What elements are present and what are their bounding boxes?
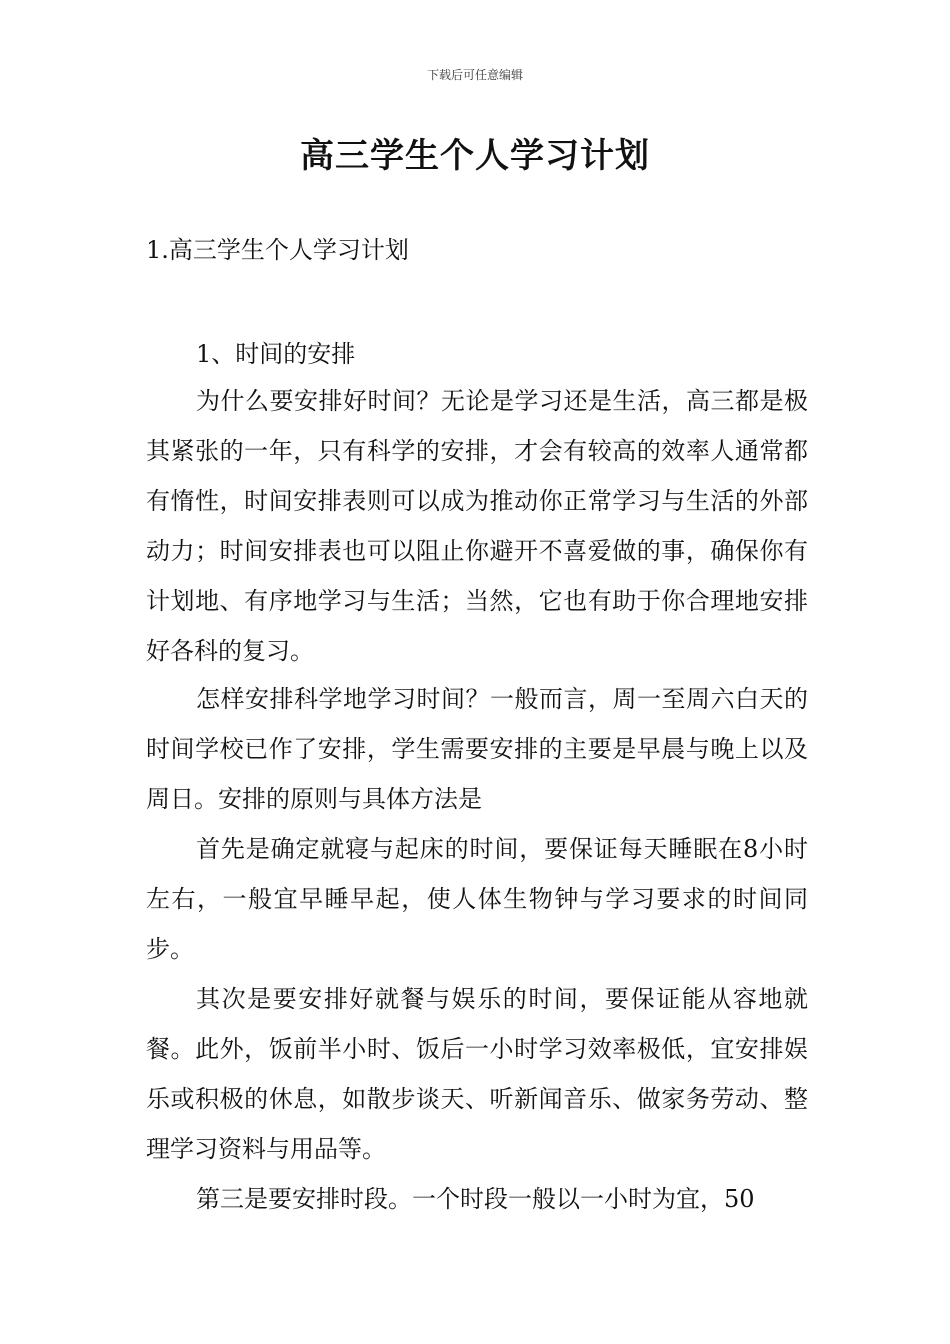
section-heading: 1.高三学生个人学习计划 (146, 236, 409, 264)
header-note: 下载后可任意编辑 (426, 68, 523, 82)
subsection-heading: 1、时间的安排 (196, 340, 356, 368)
paragraph-time-blocks: 第三是要安排时段。一个时段一般以一小时为宜，50 (196, 1185, 755, 1213)
paragraph-sleep-schedule: 首先是确定就寝与起床的时间，要保证每天睡眠在8小时左右，一般宜早睡早起，使人体生物钟与学习要求的时间同步。 (146, 835, 808, 963)
paragraph-meals-leisure: 其次是要安排好就餐与娱乐的时间，要保证能从容地就餐。此外，饭前半小时、饭后一小时学习效率极低，宜安排娱乐或积极的休息，如散步谈天、听新闻音乐、做家务劳动、整理学习资料与用品等。 (146, 985, 808, 1163)
paragraph-how-to-schedule: 怎样安排科学地学习时间？一般而言，周一至周六白天的时间学校已作了安排，学生需要安排的主要是早晨与晚上以及周日。安排的原则与具体方法是 (146, 685, 808, 813)
paragraph-time-importance: 为什么要安排好时间？无论是学习还是生活，高三都是极其紧张的一年，只有科学的安排，才会有较高的效率人通常都有惰性，时间安排表则可以成为推动你正常学习与生活的外部动力；时间安排表也可以阻止你避开不喜爱做的事，确保你有计划地、有序地学习与生活；当然，它也有助于你合理地安排好各科的复习。 (146, 387, 808, 665)
document-title: 高三学生个人学习计划 (300, 136, 650, 176)
